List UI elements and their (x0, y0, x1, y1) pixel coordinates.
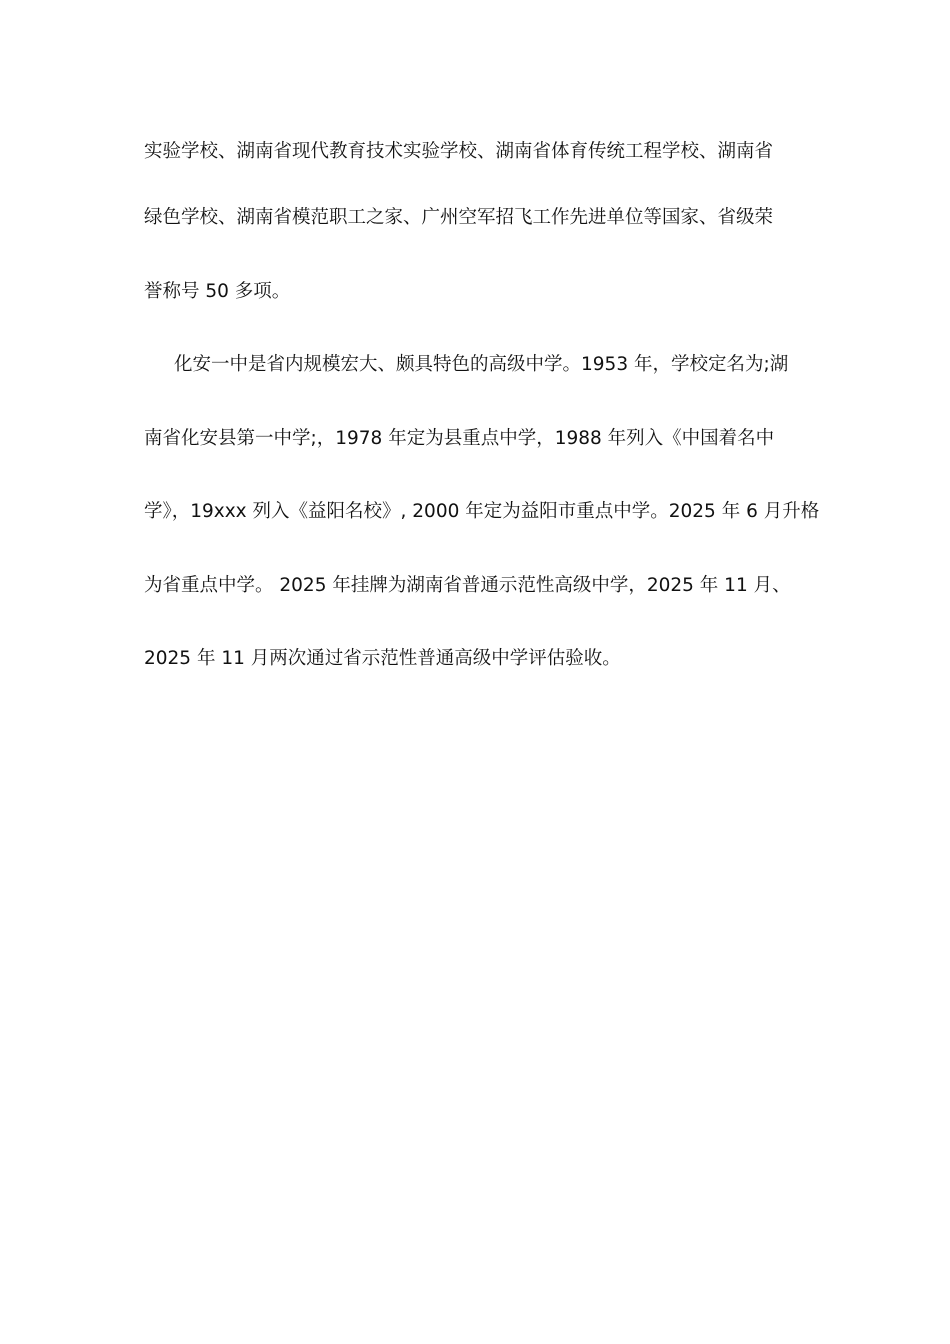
text-line: 南省化安县第一中学;，1978 年定为县重点中学，1988 年列入《中国着名中 (144, 427, 775, 449)
text-line: 为省重点中学。 2025 年挂牌为湖南省普通示范性高级中学，2025 年 11 月、 (144, 574, 791, 596)
text-line: 学》，19xxx 列入《益阳名校》, 2000 年定为益阳市重点中学。2025 年 6 月升格 (144, 501, 820, 522)
paragraph-history (144, 341, 820, 709)
paragraph-honors (144, 128, 809, 341)
document-body (144, 128, 820, 709)
text-line: 实验学校、湖南省现代教育技术实验学校、湖南省体育传统工程学校、湖南省 (144, 141, 774, 162)
text-line: 绿色学校、湖南省模范职工之家、广州空军招飞工作先进单位等国家、省级荣 (144, 207, 774, 228)
text-line: 2025 年 11 月两次通过省示范性普通高级中学评估验收。 (144, 648, 621, 669)
text-line: 化安一中是省内规模宏大、颇具特色的高级中学。1953 年，学校定名为;湖 (174, 354, 789, 375)
text-line: 誉称号 50 多项。 (144, 280, 291, 302)
